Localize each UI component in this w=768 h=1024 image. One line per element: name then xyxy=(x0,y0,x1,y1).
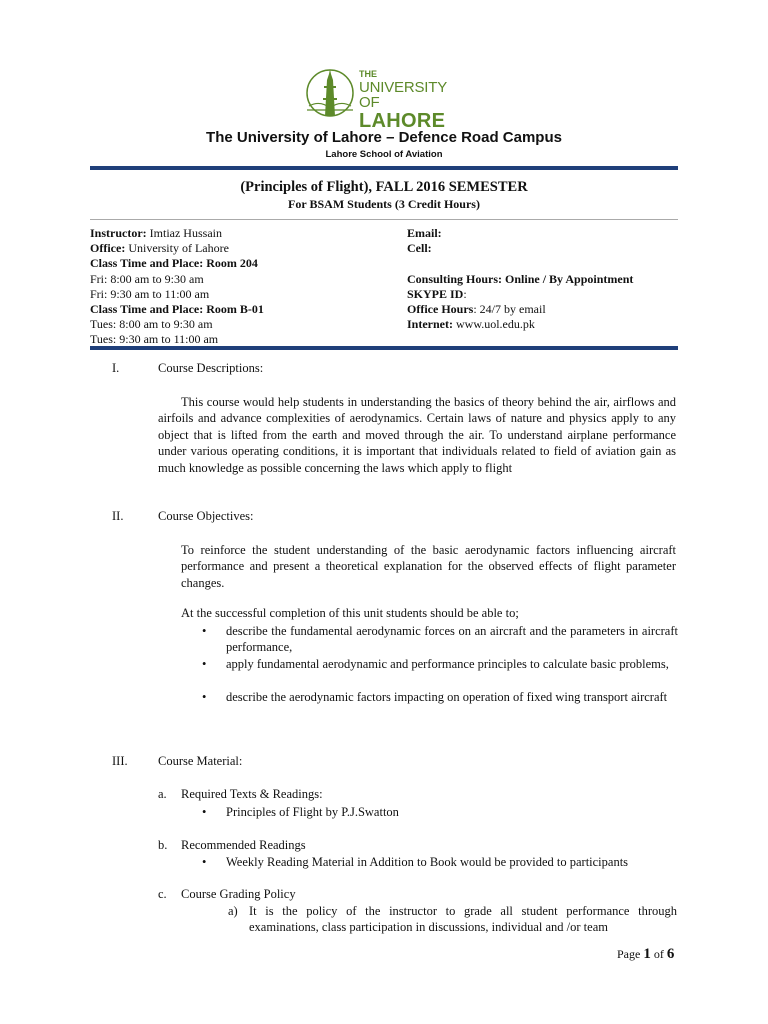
grading-item-label: a) xyxy=(228,904,238,918)
course-subtitle: For BSAM Students (3 Credit Hours) xyxy=(288,197,480,211)
reading-text: Weekly Reading Material in Addition to Book would be provided to participants xyxy=(226,855,629,869)
section-1-title: Course Descriptions: xyxy=(158,361,264,375)
instructor-value: Imtiaz Hussain xyxy=(146,226,222,240)
subsection-a-title: Required Texts & Readings: xyxy=(181,787,323,801)
section-1-body: This course would help students in understanding the basics of theory behind the air, airflows and airfoils and advance complexities of aerodynamics. Certain laws of nature and physics apply to any object that is lifted from the earth and moved through the air. To understand airplane performance under various operating conditions, it is important that individuals related to field of aviation gain as much knowledge as possible concerning the laws which apply to flight xyxy=(158,395,676,475)
reading-item xyxy=(202,804,678,821)
subsection-a-label: a. xyxy=(158,787,167,801)
info-top-rule xyxy=(90,219,678,220)
class1-label: Class Time and Place: Room 204 xyxy=(90,256,258,271)
reading-text: Principles of Flight by P.J.Swatton xyxy=(226,805,399,819)
bullet-icon: • xyxy=(202,657,207,671)
subsection-b-title: Recommended Readings xyxy=(181,838,306,852)
instructor-label: Instructor: xyxy=(90,226,147,240)
bullet-icon: • xyxy=(202,855,207,869)
objective-text: describe the aerodynamic factors impacting on operation of fixed wing transport aircraft xyxy=(226,690,668,704)
office-line xyxy=(90,241,264,256)
class2-time1: Tues: 8:00 am to 9:30 am xyxy=(90,317,213,332)
objective-item xyxy=(202,623,678,657)
logo-lahore: LAHORE xyxy=(359,110,446,132)
page-of-word: of xyxy=(650,947,667,961)
skype-label: SKYPE ID xyxy=(407,286,464,301)
office-hours-value: : 24/7 by email xyxy=(473,302,546,317)
section-2-lead: At the successful completion of this unit students should be able to; xyxy=(181,606,519,620)
class2-label: Class Time and Place: Room B-01 xyxy=(90,302,264,317)
class1-time1: Fri: 8:00 am to 9:30 am xyxy=(90,271,204,286)
school-name: Lahore School of Aviation xyxy=(325,149,443,160)
objective-item xyxy=(202,689,678,723)
office-value: University of Lahore xyxy=(125,241,229,256)
instructor-info xyxy=(90,226,264,348)
section-2-body: To reinforce the student understanding of the basic aerodynamic factors influencing aircraft performance and present a theoretical explanation for the observed effects of flight parameter changes. xyxy=(181,543,676,590)
email-label: Email: xyxy=(407,226,442,240)
info-bottom-rule xyxy=(90,346,678,350)
logo-the: THE xyxy=(359,69,377,79)
page-current: 1 xyxy=(643,946,651,962)
page-word: Page xyxy=(617,947,644,961)
page-total: 6 xyxy=(666,946,675,962)
campus-title: The University of Lahore – Defence Road Campus xyxy=(206,129,562,146)
consulting-hours: Consulting Hours: Online / By Appointment xyxy=(407,271,634,286)
section-3-number: III. xyxy=(112,754,128,768)
section-3-title: Course Material: xyxy=(158,754,243,768)
subsection-c-label: c. xyxy=(158,887,167,901)
bullet-icon: • xyxy=(202,624,207,638)
course-title: (Principles of Flight), FALL 2016 SEMESTER xyxy=(240,179,528,195)
page-number xyxy=(617,946,674,963)
internet-link[interactable]: www.uol.edu.pk xyxy=(452,317,535,332)
internet-line xyxy=(407,317,633,332)
grading-item-text: It is the policy of the instructor to grade all student performance through examinations, class participation in discussions, individual and /or team xyxy=(249,904,677,935)
contact-spacer xyxy=(407,256,633,271)
class1-time2: Fri: 9:30 am to 11:00 am xyxy=(90,286,210,301)
bullet-icon: • xyxy=(202,805,207,819)
class2-time2: Tues: 9:30 am to 11:00 am xyxy=(90,332,219,347)
section-1-number: I. xyxy=(112,361,120,375)
office-hours-label: Office Hours xyxy=(407,302,474,317)
contact-info xyxy=(407,226,633,332)
office-hours-line xyxy=(407,302,633,317)
subsection-b-label: b. xyxy=(158,838,168,852)
cell-label: Cell: xyxy=(407,241,432,256)
skype-line xyxy=(407,287,633,302)
bullet-icon: • xyxy=(202,690,207,704)
logo-wordmark xyxy=(359,66,470,131)
university-logo xyxy=(305,66,470,132)
objective-text: describe the fundamental aerodynamic forces on an aircraft and the parameters in aircraft performance, xyxy=(226,624,678,655)
subsection-c-title: Course Grading Policy xyxy=(181,887,296,901)
reading-item xyxy=(202,854,678,871)
logo-university-of: UNIVERSITY OF xyxy=(359,79,447,111)
internet-label: Internet: xyxy=(407,317,453,332)
header-rule xyxy=(90,166,678,170)
section-2-number: II. xyxy=(112,509,124,523)
objective-text: apply fundamental aerodynamic and performance principles to calculate basic problems, xyxy=(226,657,669,671)
skype-colon: : xyxy=(463,286,467,301)
objective-item xyxy=(202,656,678,690)
office-label: Office: xyxy=(90,241,126,256)
minar-tower-icon xyxy=(305,66,355,120)
instructor-line xyxy=(90,226,264,241)
section-2-title: Course Objectives: xyxy=(158,509,254,523)
